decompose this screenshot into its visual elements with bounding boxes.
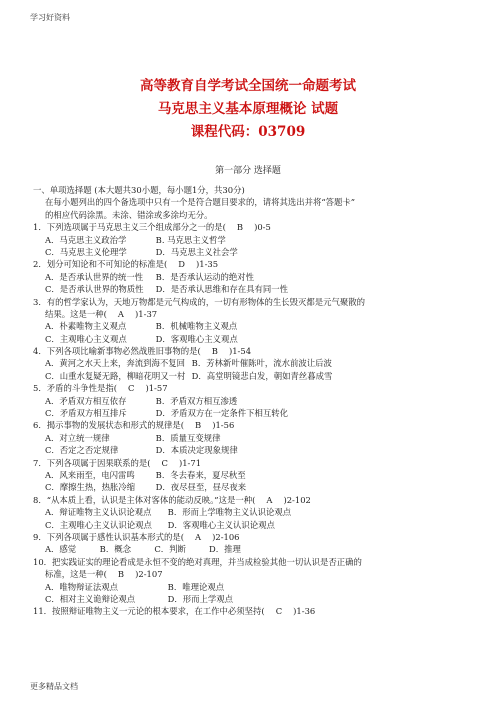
question-1: 1．下列选项属于马克思主义三个组成部分之一的是( B )0-5 xyxy=(33,222,271,233)
option-a: A．黄河之水天上来，奔流到海不复回 xyxy=(45,358,186,369)
option-c: C．摩擦生热，热胀冷缩 xyxy=(45,482,136,493)
question-7-options-2 xyxy=(33,481,473,493)
question-5-options xyxy=(33,395,473,407)
option-a: A．是否承认世界的统一性 xyxy=(45,271,144,282)
question-10: 10．把实践证实的理论看成是永恒不变的绝对真理，并当成检验其他一切认识是否正确的 xyxy=(33,556,362,567)
option-d: D．推理 xyxy=(209,544,241,555)
question-3-options xyxy=(33,320,473,332)
course-code: 课程代码：03709 xyxy=(190,124,306,140)
question-10-options xyxy=(33,581,473,593)
page-header-note: 学习好资料 xyxy=(30,13,70,22)
question-list xyxy=(33,184,473,618)
question-1-options-2 xyxy=(33,246,473,258)
option-b: B．机械唯物主义观点 xyxy=(155,321,238,332)
option-c: C．主观唯心主义认识论观点 xyxy=(45,519,152,530)
question-2-options xyxy=(33,271,473,283)
option-a: A．感觉 xyxy=(45,544,77,555)
question-6: 6．揭示事物的发展状态和形式的规律是( B )1-56 xyxy=(33,420,235,431)
question-8: 8．“从本质上看，认识是主体对客体的能动反映。”这是一种( A )2-102 xyxy=(33,494,311,505)
option-d: D．夜尽昼至，昼尽夜来 xyxy=(155,482,247,493)
option-b: B．唯理论观点 xyxy=(167,581,225,592)
option-c: C．相对主义诡辩论观点 xyxy=(45,593,136,604)
section-instructions-cont: 的相应代码涂黑。未涂、错涂或多涂均无分。 xyxy=(45,209,213,220)
option-a: A．马克思主义政治学 xyxy=(45,234,127,245)
option-a: A．矛盾双方相互依存 xyxy=(45,395,127,406)
option-b: B．质量互变规律 xyxy=(155,432,221,443)
option-d: D．是否承认思维和存在具有同一性 xyxy=(155,284,289,295)
option-b: B．是否承认运动的绝对性 xyxy=(155,271,254,282)
option-b: B. 马克思主义哲学 xyxy=(155,234,226,245)
part-title: 第一部分 选择题 xyxy=(215,166,281,176)
question-2-options-2 xyxy=(33,283,473,295)
option-d: D．矛盾双方在一定条件下相互转化 xyxy=(155,408,289,419)
question-11: 11．按照辩证唯物主义一元论的根本要求，在工作中必须坚持( C )1-36 xyxy=(33,606,316,617)
option-c: C．马克思主义伦理学 xyxy=(45,246,127,257)
question-7: 7．下列各项属于因果联系的是( C )1-71 xyxy=(33,457,202,468)
option-b: B．冬去春来，夏尽秋至 xyxy=(155,469,246,480)
page-footer-note: 更多精品文档 xyxy=(30,682,78,691)
option-d: D．形而上学观点 xyxy=(167,593,234,604)
option-c: C．山重水复疑无路，柳暗花明又一村 xyxy=(45,370,186,381)
question-10-options-2 xyxy=(33,593,473,605)
question-3-options-2 xyxy=(33,333,473,345)
exam-title: 高等教育自学考试全国统一命题考试 xyxy=(140,78,356,94)
option-a: A．对立统一规律 xyxy=(45,432,110,443)
option-c: C．矛盾双方相互排斥 xyxy=(45,408,127,419)
option-b: B．芳林新叶催陈叶，流水前波让后波 xyxy=(191,358,332,369)
question-2: 2．划分可知论和不可知论的标准是( D )1-35 xyxy=(33,259,219,270)
section-heading: 一、单项选择题 (本大题共30小题，每小题1分，共30分) xyxy=(33,185,245,195)
question-6-options xyxy=(33,432,473,444)
question-8-options xyxy=(33,506,473,518)
option-b: B．矛盾双方相互渗透 xyxy=(155,395,238,406)
question-1-options xyxy=(33,234,473,246)
option-d: D．本质决定现象规律 xyxy=(155,445,238,456)
option-a: A．风来雨至，电闪雷鸣 xyxy=(45,469,135,480)
option-a: A．朴素唯物主义观点 xyxy=(45,321,127,332)
option-c: C．判断 xyxy=(154,544,186,555)
option-a: A．辩证唯物主义认识论观点 xyxy=(45,507,152,518)
question-9-options xyxy=(33,543,473,555)
question-9: 9．下列各项属于感性认识基本形式的是( A )2-106 xyxy=(33,531,240,542)
option-c: C．主观唯心主义观点 xyxy=(45,333,127,344)
option-d: D．高堂明镜悲白发，朝如青丝暮成雪 xyxy=(191,370,333,381)
question-7-options xyxy=(33,469,473,481)
question-5-options-2 xyxy=(33,407,473,419)
question-4-options xyxy=(33,357,473,369)
option-c: C．否定之否定规律 xyxy=(45,445,119,456)
option-d: D．客观唯心主义认识论观点 xyxy=(167,519,275,530)
option-a: A．唯物辩证法观点 xyxy=(45,581,119,592)
question-4: 4．下列各项比喻新事物必然战胜旧事物的是( B )1-54 xyxy=(33,346,252,357)
question-3: 3．有的哲学家认为，天地万物都是元气构成的，一切有形物体的生长毁灭都是元气聚散的 xyxy=(33,296,365,307)
question-3-cont: 结果。这是一种( A )1-37 xyxy=(45,308,158,319)
section-instructions: 在每小题列出的四个备选项中只有一个是符合题目要求的，请将其选出并将“答题卡” xyxy=(45,197,356,208)
option-b: B．概念 xyxy=(99,544,131,555)
option-d: D．客观唯心主义观点 xyxy=(155,333,238,344)
option-b: B．形而上学唯物主义认识论观点 xyxy=(167,507,292,518)
option-c: C．是否承认世界的物质性 xyxy=(45,284,144,295)
question-5: 5．矛盾的斗争性是指( C )1-57 xyxy=(33,383,168,394)
question-6-options-2 xyxy=(33,444,473,456)
option-d: D．马克思主义社会学 xyxy=(155,246,238,257)
subject-title: 马克思主义基本原理概论 试题 xyxy=(157,101,339,117)
question-8-options-2 xyxy=(33,519,473,531)
question-10-cont: 标准，这是一种( B )2-107 xyxy=(45,569,163,580)
question-4-options-2 xyxy=(33,370,473,382)
